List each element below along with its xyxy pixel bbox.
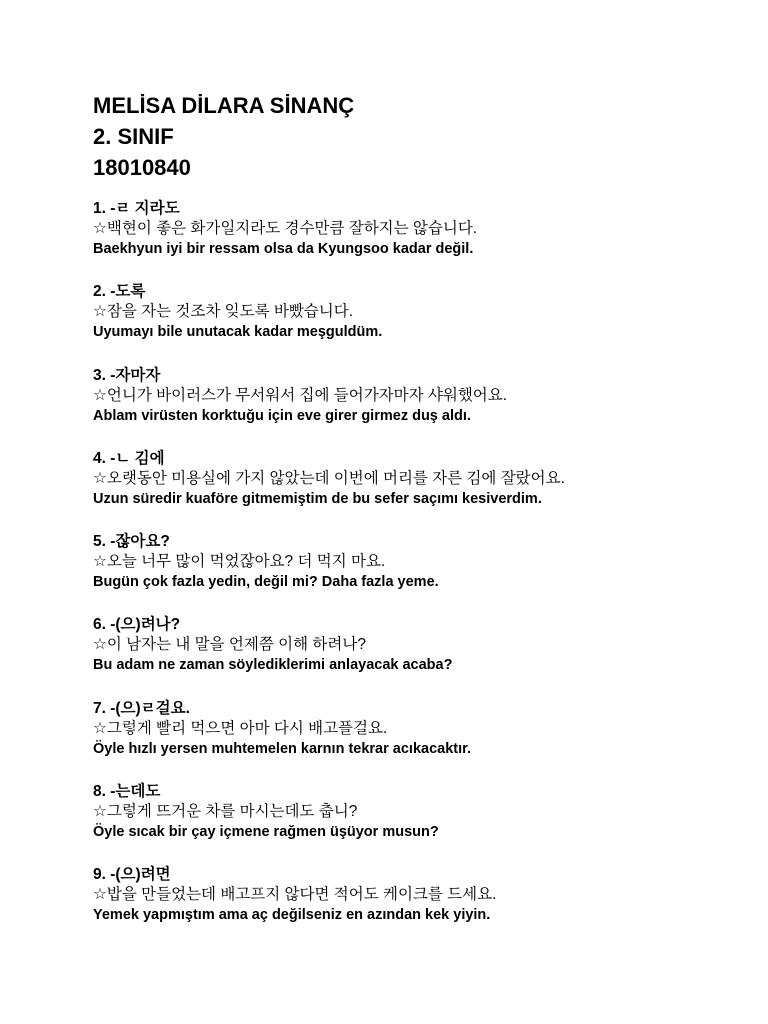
grammar-title: 8. -는데도: [93, 783, 161, 801]
student-id: 18010840: [93, 155, 191, 180]
grammar-title: 9. -(으)려면: [93, 866, 171, 884]
korean-sentence: ☆오랫동안 미용실에 가지 않았는데 이번에 머리를 자른 김에 잘랐어요.: [93, 469, 565, 487]
korean-sentence: ☆그렇게 뜨거운 차를 마시는데도 춥니?: [93, 803, 358, 821]
grammar-item: [93, 615, 733, 698]
grammar-item: [93, 449, 733, 532]
turkish-translation: Yemek yapmıştım ama aç değilseniz en azından kek yiyin.: [93, 907, 491, 924]
student-class: 2. SINIF: [93, 124, 174, 149]
korean-sentence: ☆오늘 너무 많이 먹었잖아요? 더 먹지 마요.: [93, 553, 386, 571]
grammar-item: [93, 532, 733, 615]
korean-sentence: ☆이 남자는 내 말을 언제쯤 이해 하려나?: [93, 636, 366, 654]
korean-sentence: ☆밥을 만들었는데 배고프지 않다면 적어도 케이크를 드세요.: [93, 886, 497, 904]
turkish-translation: Uyumayı bile unutacak kadar meşguldüm.: [93, 324, 383, 341]
turkish-translation: Ablam virüsten korktuğu için eve girer girmez duş aldı.: [93, 407, 471, 424]
korean-sentence: ☆그렇게 빨리 먹으면 아마 다시 배고플걸요.: [93, 719, 388, 737]
grammar-item: [93, 865, 733, 948]
grammar-title: 5. -잖아요?: [93, 533, 170, 551]
grammar-item: [93, 199, 733, 282]
korean-sentence: ☆백현이 좋은 화가일지라도 경수만큼 잘하지는 않습니다.: [93, 220, 478, 237]
grammar-item: [93, 366, 733, 449]
turkish-translation: Bugün çok fazla yedin, değil mi? Daha fazla yeme.: [93, 574, 439, 591]
turkish-translation: Baekhyun iyi bir ressam olsa da Kyungsoo kadar değil.: [93, 241, 474, 257]
grammar-list: [93, 199, 733, 949]
grammar-title: 1. -ㄹ 지라도: [93, 200, 180, 217]
grammar-title: 3. -자마자: [93, 366, 161, 384]
turkish-translation: Uzun süredir kuaföre gitmemiştim de bu sefer saçımı kesiverdim.: [93, 490, 542, 507]
document-page: [93, 90, 733, 949]
grammar-title: 2. -도록: [93, 283, 146, 301]
grammar-title: 6. -(으)려나?: [93, 616, 181, 634]
student-name: MELİSA DİLARA SİNANÇ: [93, 93, 355, 118]
turkish-translation: Öyle sıcak bir çay içmene rağmen üşüyor musun?: [93, 824, 439, 841]
document-header: [93, 90, 733, 183]
turkish-translation: Bu adam ne zaman söylediklerimi anlayacak acaba?: [93, 657, 453, 674]
grammar-item: [93, 699, 733, 782]
grammar-item: [93, 782, 733, 865]
turkish-translation: Öyle hızlı yersen muhtemelen karnın tekrar acıkacaktır.: [93, 740, 471, 757]
grammar-title: 7. -(으)ㄹ걸요.: [93, 699, 190, 717]
korean-sentence: ☆언니가 바이러스가 무서워서 집에 들어가자마자 샤워했어요.: [93, 386, 508, 404]
korean-sentence: ☆잠을 자는 것조차 잊도록 바빴습니다.: [93, 303, 354, 321]
grammar-item: [93, 282, 733, 365]
grammar-title: 4. -ㄴ 김에: [93, 449, 165, 467]
